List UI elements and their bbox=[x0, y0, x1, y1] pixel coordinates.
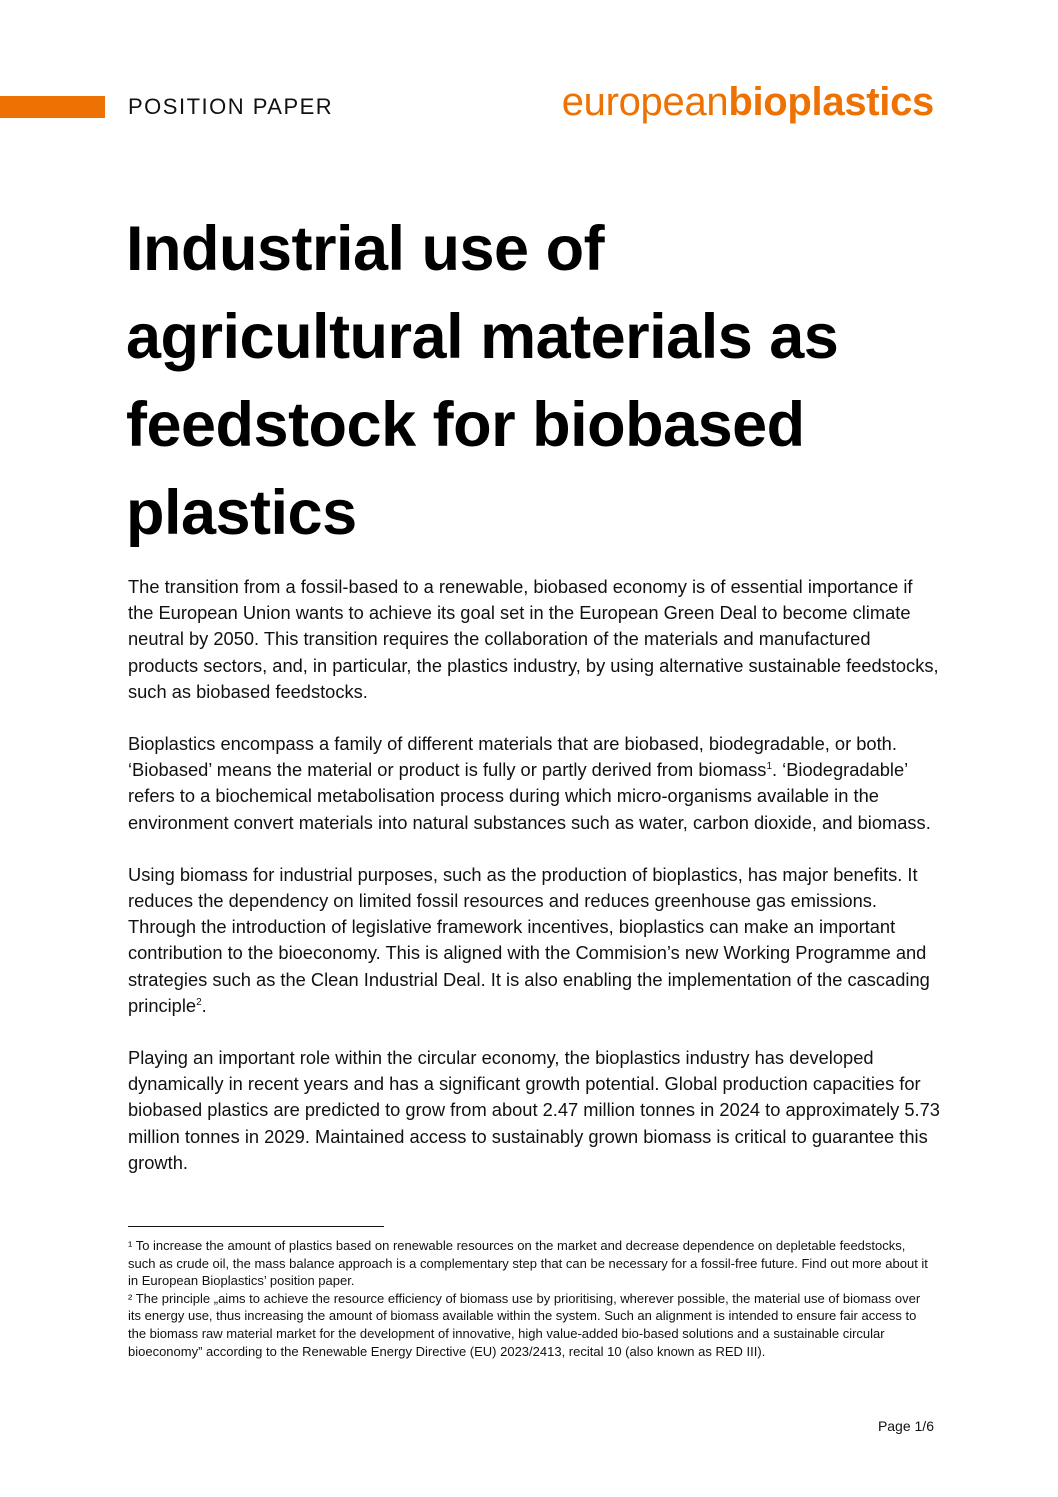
footnote-divider bbox=[128, 1226, 384, 1227]
paragraph-2 bbox=[128, 731, 940, 836]
document-type-label: POSITION PAPER bbox=[128, 94, 334, 119]
body-text bbox=[128, 574, 940, 1202]
paragraph-1: The transition from a fossil-based to a renewable, biobased economy is of essential importance if the European Union wants to achieve its goal set in the European Green Deal to become climate neutral by 2050. This transition requires the collaboration of the materials and manufactured products sectors, and, in particular, the plastics industry, by using alternative sustainable feedstocks, such as biobased feedstocks. bbox=[128, 576, 939, 702]
footnote-ref-2[interactable]: 2 bbox=[196, 996, 202, 1008]
paragraph-3-text-cont: . bbox=[201, 994, 207, 1016]
page-title: Industrial use of agricultural materials as feedstock for biobased plastics bbox=[126, 214, 839, 548]
paragraph-2-text-cont: . ‘Biodegradable’ refers to a biochemical metabolisation process during which micro-organisms available in the environment convert materials into natural substances such as water, carbon dioxide, and biomass. bbox=[128, 759, 931, 833]
footnote-ref-1[interactable]: 1 bbox=[766, 761, 772, 773]
footnote-2: ² The principle „aims to achieve the resource efficiency of biomass use by prioritising, wherever possible, the material use of biomass over its energy use, thus increasing the amount of biomass available within the system. Such an alignment is intended to ensure fair access to the biomass raw material market for the development of innovative, high value-added bio-based solutions and a sustainable circular bioeconomy” according to the Renewable Energy Directive (EU) 2023/2413, recital 10 (also known as RED III). bbox=[128, 1290, 921, 1359]
footnote-1: ¹ To increase the amount of plastics based on renewable resources on the market and decrease dependence on depletable feedstocks, such as crude oil, the mass balance approach is a complementary step that can be necessary for a fossil-free future. Find out more about it in European Bioplastics’ position paper. bbox=[128, 1238, 928, 1289]
footnotes bbox=[128, 1237, 928, 1360]
paragraph-4: Playing an important role within the circular economy, the bioplastics industry has developed dynamically in recent years and has a significant growth potential. Global production capacities for biobased plastics are predicted to grow from about 2.47 million tonnes in 2024 to approximately 5.73 million tonnes in 2029. Maintained access to sustainably grown biomass is critical to guarantee this growth. bbox=[128, 1047, 940, 1173]
logo-text-light: european bbox=[561, 80, 729, 124]
european-bioplastics-logo bbox=[562, 80, 934, 125]
accent-bar bbox=[0, 96, 105, 118]
paragraph-2-text: Bioplastics encompass a family of different materials that are biobased, biodegradable, or both. ‘Biobased’ means the material or product is fully or partly derived from biomass bbox=[128, 733, 897, 781]
paragraph-3-text: Using biomass for industrial purposes, such as the production of bioplastics, has major benefits. It reduces the dependency on limited fossil resources and reduces greenhouse gas emissions. Through the introduction of legislative framework incentives, bioplastics can make an important contribution to the bioeconomy. This is aligned with the Commision’s new Working Programme and strategies such as the Clean Industrial Deal. It is also enabling the implementation of the cascading principle bbox=[128, 863, 930, 1016]
paragraph-3 bbox=[128, 862, 940, 1019]
logo-text-bold: bioplastics bbox=[728, 80, 934, 124]
page-number: Page 1/6 bbox=[877, 1418, 934, 1434]
